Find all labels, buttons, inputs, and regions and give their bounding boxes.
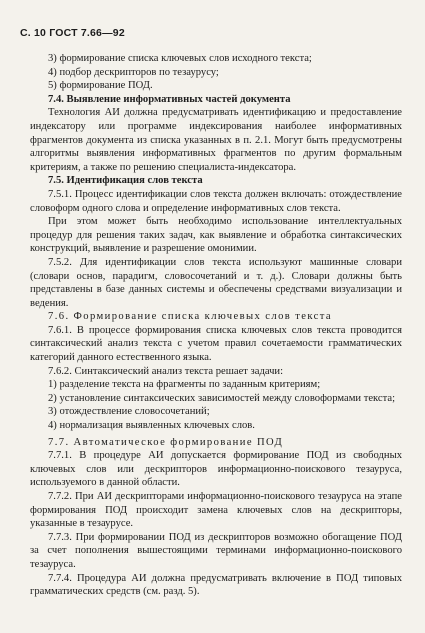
section-heading: 7.5. Идентификация слов текста (48, 175, 203, 187)
paragraph: 4) нормализация выявленных ключевых слов. (48, 420, 255, 432)
section-heading: 7.4. Выявление информативных частей документа (48, 93, 291, 105)
paragraph: 5) формирование ПОД. (48, 80, 153, 92)
paragraph: 7.6.1. В процессе формирования списка ключевых слов текста проводится синтаксический анализ текста с учетом правил сочетаемости грамматических категорий данного естественного языка. (30, 324, 402, 364)
paragraph: При этом может быть необходимо использование интеллектуальных процедур для решения таких задач, как выявление и обработка синтаксических конструкций, выявление и разрешение омонимии. (30, 216, 402, 255)
paragraph: 4) подбор дескрипторов по тезаурусу; (48, 66, 219, 78)
paragraph: 7.6.2. Синтаксический анализ текста решает задачи: (48, 365, 284, 377)
page-header: С. 10 ГОСТ 7.66—92 (20, 27, 125, 39)
paragraph: 2) установление синтаксических зависимостей между словоформами текста; (48, 392, 396, 404)
section-heading: 7.6. Формирование списка ключевых слов текста (48, 311, 332, 323)
paragraph: 1) разделение текста на фрагменты по заданным критериям; (48, 379, 321, 391)
paragraph: 7.7.3. При формировании ПОД из дескрипторов возможно обогащение ПОД за счет пополнения вышестоящими терминами информационно-поискового тезауруса. (30, 531, 402, 570)
paragraph: 7.7.1. В процедуре АИ допускается формирование ПОД из свободных ключевых слов или дескрипторов информационно-поискового тезауруса, используемого в данной области. (30, 450, 402, 489)
document-body (30, 52, 402, 599)
paragraph: Технология АИ должна предусматривать идентификацию и предоставление индексатору или программе индексирования наиболее информативных фрагментов документа из списка указанных в п. 2.1. Могут быть предусмотрены алгоритмы выявления информативных фрагментов по другим формальным критериям, а также по решению специалиста-индексатора. (30, 107, 402, 173)
paragraph: 7.5.2. Для идентификации слов текста используют машинные словари (словари основ, парадигм, словосочетаний и т. д.). Словари должны быть представлены в базе данных системы и обеспечены средствами визуализации и ведения. (30, 256, 402, 309)
paragraph: 7.7.2. При АИ дескрипторами информационно-поискового тезауруса на этапе формирования ПОД происходит замена ключевых слов на дескрипторы, указанные в тезаурусе. (30, 491, 402, 530)
paragraph: 3) отождествление словосочетаний; (48, 406, 210, 418)
paragraph: 3) формирование списка ключевых слов исходного текста; (48, 53, 312, 64)
paragraph: 7.7.4. Процедура АИ должна предусматривать включение в ПОД типовых грамматических средств (см. разд. 5). (30, 572, 402, 598)
paragraph: 7.5.1. Процесс идентификации слов текста должен включать: отождествление словоформ одного слова и определение информативных слов текста. (30, 188, 402, 214)
section-heading: 7.7. Автоматическое формирование ПОД (48, 436, 284, 448)
